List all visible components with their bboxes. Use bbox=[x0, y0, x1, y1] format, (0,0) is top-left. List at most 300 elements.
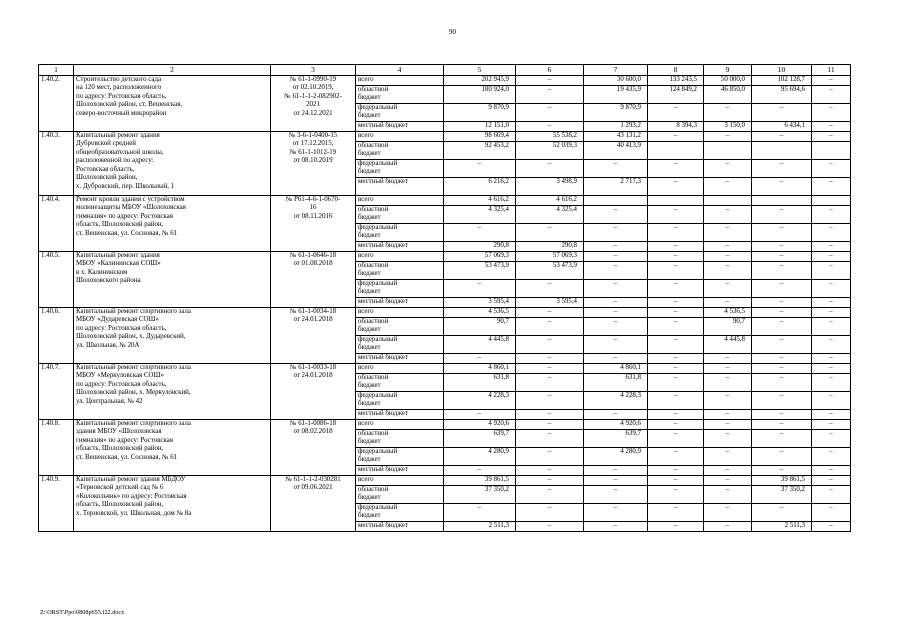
amount-cell: – bbox=[584, 280, 648, 298]
amount-cell: 202 945,9 bbox=[444, 76, 516, 86]
amount-cell: – bbox=[584, 252, 648, 262]
amount-cell: – bbox=[812, 354, 851, 364]
amount-cell: – bbox=[648, 504, 704, 522]
amount-cell: 3 595,4 bbox=[444, 298, 516, 308]
amount-cell: 90,7 bbox=[444, 318, 516, 336]
amount-cell: – bbox=[444, 466, 516, 476]
amount-cell: – bbox=[648, 280, 704, 298]
amount-cell: – bbox=[584, 486, 648, 504]
amount-cell: – bbox=[584, 242, 648, 252]
amount-cell: – bbox=[752, 206, 812, 224]
column-number-cell: 8 bbox=[648, 65, 704, 76]
amount-cell: – bbox=[648, 448, 704, 466]
amount-cell: 4 920,6 bbox=[584, 420, 648, 430]
amount-cell bbox=[648, 196, 704, 206]
amount-cell: 4 860,1 bbox=[584, 364, 648, 374]
amount-cell: 4 860,1 bbox=[444, 364, 516, 374]
amount-cell: – bbox=[648, 430, 704, 448]
amount-cell: 4 325,4 bbox=[444, 206, 516, 224]
amount-cell: – bbox=[812, 224, 851, 242]
amount-cell: – bbox=[516, 336, 584, 354]
amount-cell: 4 445,8 bbox=[444, 336, 516, 354]
amount-cell: – bbox=[752, 466, 812, 476]
amount-cell: – bbox=[752, 354, 812, 364]
amount-cell: – bbox=[812, 280, 851, 298]
amount-cell: – bbox=[704, 132, 752, 142]
amount-cell: 3 595,4 bbox=[516, 298, 584, 308]
funding-source-label: федеральный бюджет bbox=[356, 160, 444, 178]
funding-source-label: областной бюджет bbox=[356, 142, 444, 160]
amount-cell: – bbox=[752, 178, 812, 196]
amount-cell: – bbox=[444, 504, 516, 522]
amount-cell: 6 434,1 bbox=[752, 122, 812, 132]
funding-source-label: областной бюджет bbox=[356, 374, 444, 392]
amount-cell: – bbox=[516, 504, 584, 522]
table-row bbox=[39, 364, 851, 374]
amount-cell: – bbox=[648, 104, 704, 122]
amount-cell: 95 694,6 bbox=[752, 86, 812, 104]
funding-table bbox=[38, 64, 851, 532]
item-code: 1.40.4. bbox=[39, 196, 74, 252]
amount-cell: 639,7 bbox=[584, 430, 648, 448]
amount-cell: – bbox=[584, 308, 648, 318]
amount-cell: 52 039,3 bbox=[516, 142, 584, 160]
amount-cell bbox=[812, 196, 851, 206]
page-number: 90 bbox=[449, 28, 456, 36]
amount-cell: – bbox=[516, 486, 584, 504]
funding-source-label: областной бюджет bbox=[356, 318, 444, 336]
amount-cell: 19 435,9 bbox=[584, 86, 648, 104]
amount-cell: – bbox=[752, 160, 812, 178]
amount-cell: – bbox=[704, 466, 752, 476]
amount-cell: – bbox=[812, 86, 851, 104]
amount-cell: – bbox=[648, 298, 704, 308]
amount-cell: – bbox=[752, 252, 812, 262]
amount-cell: 102 128,7 bbox=[752, 76, 812, 86]
amount-cell: – bbox=[752, 448, 812, 466]
column-number-cell: 1 bbox=[39, 65, 74, 76]
project-document: № 3-6-1-0400-15 от 17.12.2015, № 61-1-1012-19 от 08.10.2019 bbox=[271, 132, 356, 196]
amount-cell: – bbox=[444, 160, 516, 178]
amount-cell: – bbox=[648, 262, 704, 280]
amount-cell: – bbox=[752, 298, 812, 308]
amount-cell: 46 850,0 bbox=[704, 86, 752, 104]
amount-cell: 9 870,9 bbox=[444, 104, 516, 122]
amount-cell: 631,8 bbox=[444, 374, 516, 392]
amount-cell: – bbox=[812, 364, 851, 374]
amount-cell bbox=[648, 142, 704, 160]
funding-source-label: федеральный бюджет bbox=[356, 392, 444, 410]
object-name: Капитальный ремонт здания МБОУ «Калининская СОШ» в х. Калининском Шолоховского района bbox=[74, 252, 271, 308]
amount-cell: – bbox=[648, 242, 704, 252]
project-document: № 61-1-0086-18 от 08.02.2018 bbox=[271, 420, 356, 476]
amount-cell: – bbox=[648, 160, 704, 178]
funding-source-label: федеральный бюджет bbox=[356, 104, 444, 122]
amount-cell: – bbox=[812, 374, 851, 392]
funding-source-label: федеральный бюджет bbox=[356, 504, 444, 522]
project-document: № 61-1-0033-18 от 24.01.2018 bbox=[271, 364, 356, 420]
funding-source-label: федеральный бюджет bbox=[356, 280, 444, 298]
amount-cell: – bbox=[812, 420, 851, 430]
amount-cell: – bbox=[648, 374, 704, 392]
item-code: 1.40.5. bbox=[39, 252, 74, 308]
amount-cell: 2 511,3 bbox=[752, 522, 812, 532]
amount-cell: – bbox=[704, 178, 752, 196]
amount-cell: 4 280,9 bbox=[444, 448, 516, 466]
amount-cell: – bbox=[752, 262, 812, 280]
amount-cell: 98 669,4 bbox=[444, 132, 516, 142]
amount-cell: – bbox=[516, 354, 584, 364]
amount-cell: 4 616,2 bbox=[444, 196, 516, 206]
funding-source-label: всего bbox=[356, 196, 444, 206]
amount-cell: 4 228,3 bbox=[444, 392, 516, 410]
project-document: № 61-1-1-2-030281 от 09.06.2021 bbox=[271, 476, 356, 532]
amount-cell: – bbox=[648, 336, 704, 354]
amount-cell: – bbox=[648, 354, 704, 364]
object-name: Капитальный ремонт здания Дубровской средней общеобразовательной школы, расположенной по адресу: Ростовская область, Шолоховский район, х. Дубровский, пер. Школьный, 1 bbox=[74, 132, 271, 196]
amount-cell: – bbox=[444, 280, 516, 298]
amount-cell: 4 920,6 bbox=[444, 420, 516, 430]
amount-cell: – bbox=[516, 522, 584, 532]
item-code: 1.40.2. bbox=[39, 76, 74, 132]
amount-cell: 12 151,0 bbox=[444, 122, 516, 132]
item-code: 1.40.7. bbox=[39, 364, 74, 420]
amount-cell: – bbox=[648, 522, 704, 532]
amount-cell: – bbox=[704, 430, 752, 448]
amount-cell: – bbox=[584, 224, 648, 242]
amount-cell: – bbox=[812, 252, 851, 262]
amount-cell: – bbox=[584, 504, 648, 522]
amount-cell: – bbox=[648, 476, 704, 486]
amount-cell: – bbox=[752, 364, 812, 374]
amount-cell: – bbox=[516, 466, 584, 476]
amount-cell: 57 069,3 bbox=[516, 252, 584, 262]
amount-cell: – bbox=[704, 224, 752, 242]
funding-source-label: всего bbox=[356, 476, 444, 486]
amount-cell: 2 511,3 bbox=[444, 522, 516, 532]
funding-source-label: местный бюджет bbox=[356, 410, 444, 420]
funding-source-label: местный бюджет bbox=[356, 522, 444, 532]
amount-cell: 4 445,8 bbox=[704, 336, 752, 354]
amount-cell: – bbox=[704, 104, 752, 122]
amount-cell: 50 000,0 bbox=[704, 76, 752, 86]
funding-source-label: областной бюджет bbox=[356, 206, 444, 224]
amount-cell: – bbox=[516, 76, 584, 86]
amount-cell: 3 498,9 bbox=[516, 178, 584, 196]
amount-cell: – bbox=[704, 392, 752, 410]
amount-cell: 290,8 bbox=[516, 242, 584, 252]
amount-cell: 90,7 bbox=[704, 318, 752, 336]
amount-cell bbox=[752, 196, 812, 206]
funding-source-label: федеральный бюджет bbox=[356, 448, 444, 466]
amount-cell: – bbox=[648, 308, 704, 318]
amount-cell: – bbox=[704, 160, 752, 178]
amount-cell: – bbox=[704, 364, 752, 374]
amount-cell: 53 473,9 bbox=[444, 262, 516, 280]
amount-cell: – bbox=[648, 206, 704, 224]
amount-cell: – bbox=[516, 122, 584, 132]
amount-cell: – bbox=[648, 364, 704, 374]
amount-cell: – bbox=[704, 522, 752, 532]
amount-cell: – bbox=[584, 206, 648, 224]
amount-cell: 4 616,2 bbox=[516, 196, 584, 206]
amount-cell: – bbox=[704, 252, 752, 262]
object-name: Капитальный ремонт спортивного зала МБОУ «Дударевская СОШ» по адресу: Ростовская область, Шолоховский район, х. Дударевский, ул. Школьная, № 20А bbox=[74, 308, 271, 364]
amount-cell: – bbox=[752, 104, 812, 122]
funding-source-label: областной бюджет bbox=[356, 86, 444, 104]
amount-cell: – bbox=[516, 318, 584, 336]
amount-cell: 37 350,2 bbox=[444, 486, 516, 504]
amount-cell: – bbox=[516, 280, 584, 298]
amount-cell: – bbox=[444, 354, 516, 364]
amount-cell: – bbox=[648, 410, 704, 420]
column-number-cell: 7 bbox=[584, 65, 648, 76]
amount-cell: – bbox=[752, 392, 812, 410]
amount-cell: – bbox=[812, 430, 851, 448]
table-row bbox=[39, 252, 851, 262]
column-number-row bbox=[39, 65, 851, 76]
amount-cell: – bbox=[812, 336, 851, 354]
amount-cell: 1 293,2 bbox=[584, 122, 648, 132]
project-document: № Р61-4-6-1-0670- 16 от 08.11.2016 bbox=[271, 196, 356, 252]
amount-cell: 639,7 bbox=[444, 430, 516, 448]
table-row bbox=[39, 196, 851, 206]
funding-source-label: местный бюджет bbox=[356, 178, 444, 196]
project-document: № 61-1-0990-19 от 02.10.2019, № 61-1-1-2-082902- 2021 от 24.12.2021 bbox=[271, 76, 356, 132]
amount-cell: – bbox=[752, 420, 812, 430]
amount-cell: – bbox=[704, 448, 752, 466]
table-row bbox=[39, 76, 851, 86]
amount-cell: – bbox=[648, 132, 704, 142]
amount-cell: 4 536,5 bbox=[704, 308, 752, 318]
amount-cell: 92 453,2 bbox=[444, 142, 516, 160]
amount-cell: – bbox=[752, 374, 812, 392]
amount-cell bbox=[752, 142, 812, 160]
item-code: 1.40.6. bbox=[39, 308, 74, 364]
amount-cell: – bbox=[704, 206, 752, 224]
amount-cell: – bbox=[704, 280, 752, 298]
amount-cell: – bbox=[812, 476, 851, 486]
amount-cell: 9 870,9 bbox=[584, 104, 648, 122]
amount-cell: – bbox=[752, 318, 812, 336]
amount-cell: 40 413,9 bbox=[584, 142, 648, 160]
amount-cell: – bbox=[516, 430, 584, 448]
amount-cell: – bbox=[704, 374, 752, 392]
amount-cell: – bbox=[584, 298, 648, 308]
amount-cell: – bbox=[648, 466, 704, 476]
column-number-cell: 6 bbox=[516, 65, 584, 76]
amount-cell: – bbox=[704, 410, 752, 420]
amount-cell: – bbox=[812, 132, 851, 142]
amount-cell: – bbox=[704, 242, 752, 252]
funding-source-label: областной бюджет bbox=[356, 430, 444, 448]
amount-cell: – bbox=[704, 262, 752, 280]
amount-cell: – bbox=[752, 308, 812, 318]
funding-source-label: всего bbox=[356, 420, 444, 430]
column-number-cell: 3 bbox=[271, 65, 356, 76]
amount-cell: – bbox=[812, 308, 851, 318]
amount-cell: 2 717,3 bbox=[584, 178, 648, 196]
funding-source-label: местный бюджет bbox=[356, 298, 444, 308]
funding-source-label: областной бюджет bbox=[356, 486, 444, 504]
amount-cell: – bbox=[752, 224, 812, 242]
amount-cell: – bbox=[812, 486, 851, 504]
amount-cell: – bbox=[648, 392, 704, 410]
amount-cell: – bbox=[704, 298, 752, 308]
amount-cell: – bbox=[584, 318, 648, 336]
amount-cell: – bbox=[812, 522, 851, 532]
amount-cell bbox=[704, 196, 752, 206]
funding-source-label: всего bbox=[356, 76, 444, 86]
item-code: 1.40.8. bbox=[39, 420, 74, 476]
amount-cell: 8 394,3 bbox=[648, 122, 704, 132]
amount-cell: 124 849,2 bbox=[648, 86, 704, 104]
item-code: 1.40.9. bbox=[39, 476, 74, 532]
table-row bbox=[39, 476, 851, 486]
column-number-cell: 11 bbox=[812, 65, 851, 76]
amount-cell: 43 131,2 bbox=[584, 132, 648, 142]
funding-source-label: федеральный бюджет bbox=[356, 224, 444, 242]
amount-cell: – bbox=[812, 466, 851, 476]
amount-cell: – bbox=[516, 410, 584, 420]
table-row bbox=[39, 308, 851, 318]
amount-cell: – bbox=[648, 420, 704, 430]
amount-cell: 37 350,2 bbox=[752, 486, 812, 504]
funding-source-label: всего bbox=[356, 308, 444, 318]
amount-cell: 6 216,2 bbox=[444, 178, 516, 196]
amount-cell: – bbox=[444, 410, 516, 420]
amount-cell: – bbox=[812, 242, 851, 252]
amount-cell: – bbox=[516, 420, 584, 430]
amount-cell: 631,8 bbox=[584, 374, 648, 392]
amount-cell: 4 280,9 bbox=[584, 448, 648, 466]
amount-cell: – bbox=[812, 76, 851, 86]
amount-cell: – bbox=[752, 410, 812, 420]
amount-cell: – bbox=[584, 262, 648, 280]
amount-cell: – bbox=[516, 224, 584, 242]
amount-cell: – bbox=[752, 280, 812, 298]
amount-cell: – bbox=[444, 224, 516, 242]
object-name: Капитальный ремонт спортивного зала МБОУ «Меркуловская СОШ» по адресу: Ростовская область, Шолоховский район, х. Меркуловский, ул. Центральная, № 42 bbox=[74, 364, 271, 420]
amount-cell: – bbox=[584, 522, 648, 532]
funding-source-label: всего bbox=[356, 364, 444, 374]
amount-cell: 57 069,3 bbox=[444, 252, 516, 262]
amount-cell: – bbox=[516, 392, 584, 410]
amount-cell bbox=[812, 142, 851, 160]
amount-cell: – bbox=[812, 178, 851, 196]
amount-cell: – bbox=[704, 486, 752, 504]
amount-cell: 55 538,2 bbox=[516, 132, 584, 142]
amount-cell: – bbox=[704, 476, 752, 486]
amount-cell: – bbox=[648, 178, 704, 196]
amount-cell: – bbox=[516, 308, 584, 318]
amount-cell: – bbox=[516, 86, 584, 104]
amount-cell bbox=[704, 142, 752, 160]
object-name: Ремонт кровли здания с устройством молниезащиты МБОУ «Шолоховская гимназия» по адресу: Ростовская область, Шолоховский район, ст. Вешенская, ул. Сосновая, № 61 bbox=[74, 196, 271, 252]
table-row bbox=[39, 132, 851, 142]
funding-source-label: всего bbox=[356, 132, 444, 142]
amount-cell: – bbox=[812, 504, 851, 522]
amount-cell: – bbox=[584, 466, 648, 476]
amount-cell: 290,8 bbox=[444, 242, 516, 252]
amount-cell: – bbox=[812, 206, 851, 224]
item-code: 1.40.3. bbox=[39, 132, 74, 196]
funding-source-label: местный бюджет bbox=[356, 354, 444, 364]
object-name: Капитальный ремонт здания МБДОУ «Терновской детский сад № 6 «Колокольчик» по адресу: Ростовская область, Шолоховский район, х. Терновской, ул. Школьная, дом № 8а bbox=[74, 476, 271, 532]
amount-cell: – bbox=[584, 476, 648, 486]
amount-cell: – bbox=[516, 476, 584, 486]
funding-source-label: местный бюджет bbox=[356, 122, 444, 132]
amount-cell: – bbox=[704, 504, 752, 522]
amount-cell: 133 243,5 bbox=[648, 76, 704, 86]
object-name: Капитальный ремонт спортивного зала здания МБОУ «Шолоховская гимназия» по адресу: Ростовская область, Шолоховский район, ст. Вешенская, ул. Сосновая, № 61 bbox=[74, 420, 271, 476]
amount-cell: – bbox=[812, 318, 851, 336]
amount-cell: – bbox=[752, 430, 812, 448]
amount-cell: 53 473,9 bbox=[516, 262, 584, 280]
column-number-cell: 5 bbox=[444, 65, 516, 76]
amount-cell: – bbox=[704, 420, 752, 430]
amount-cell: – bbox=[752, 336, 812, 354]
amount-cell: – bbox=[752, 242, 812, 252]
column-number-cell: 9 bbox=[704, 65, 752, 76]
amount-cell: 4 228,3 bbox=[584, 392, 648, 410]
amount-cell: – bbox=[812, 392, 851, 410]
amount-cell: 39 861,5 bbox=[444, 476, 516, 486]
amount-cell: 4 536,5 bbox=[444, 308, 516, 318]
amount-cell: 3 150,0 bbox=[704, 122, 752, 132]
funding-source-label: областной бюджет bbox=[356, 262, 444, 280]
amount-cell: 4 325,4 bbox=[516, 206, 584, 224]
amount-cell: – bbox=[516, 448, 584, 466]
amount-cell: – bbox=[648, 318, 704, 336]
amount-cell: – bbox=[584, 410, 648, 420]
amount-cell: – bbox=[812, 104, 851, 122]
amount-cell: – bbox=[584, 160, 648, 178]
amount-cell: – bbox=[752, 504, 812, 522]
column-number-cell: 4 bbox=[356, 65, 444, 76]
amount-cell: – bbox=[516, 104, 584, 122]
amount-cell: – bbox=[812, 298, 851, 308]
amount-cell: 180 924,0 bbox=[444, 86, 516, 104]
project-document: № 61-1-0646-18 от 01.08.2018 bbox=[271, 252, 356, 308]
funding-source-label: местный бюджет bbox=[356, 466, 444, 476]
amount-cell: – bbox=[812, 410, 851, 420]
amount-cell: – bbox=[812, 262, 851, 280]
amount-cell: – bbox=[704, 354, 752, 364]
column-number-cell: 2 bbox=[74, 65, 271, 76]
funding-source-label: федеральный бюджет bbox=[356, 336, 444, 354]
amount-cell: – bbox=[516, 160, 584, 178]
table-row bbox=[39, 420, 851, 430]
amount-cell: – bbox=[812, 160, 851, 178]
column-number-cell: 10 bbox=[752, 65, 812, 76]
amount-cell: – bbox=[584, 354, 648, 364]
amount-cell: 39 861,5 bbox=[752, 476, 812, 486]
amount-cell: – bbox=[584, 336, 648, 354]
amount-cell: 30 600,0 bbox=[584, 76, 648, 86]
amount-cell: – bbox=[516, 374, 584, 392]
file-path-footer: Z:\ORST\Ppo\0808p655.f22.docx bbox=[40, 609, 125, 616]
amount-cell: – bbox=[516, 364, 584, 374]
amount-cell: – bbox=[648, 486, 704, 504]
amount-cell: – bbox=[812, 122, 851, 132]
amount-cell: – bbox=[648, 224, 704, 242]
amount-cell bbox=[584, 196, 648, 206]
amount-cell: – bbox=[812, 448, 851, 466]
amount-cell: – bbox=[648, 252, 704, 262]
funding-source-label: местный бюджет bbox=[356, 242, 444, 252]
amount-cell: – bbox=[752, 132, 812, 142]
